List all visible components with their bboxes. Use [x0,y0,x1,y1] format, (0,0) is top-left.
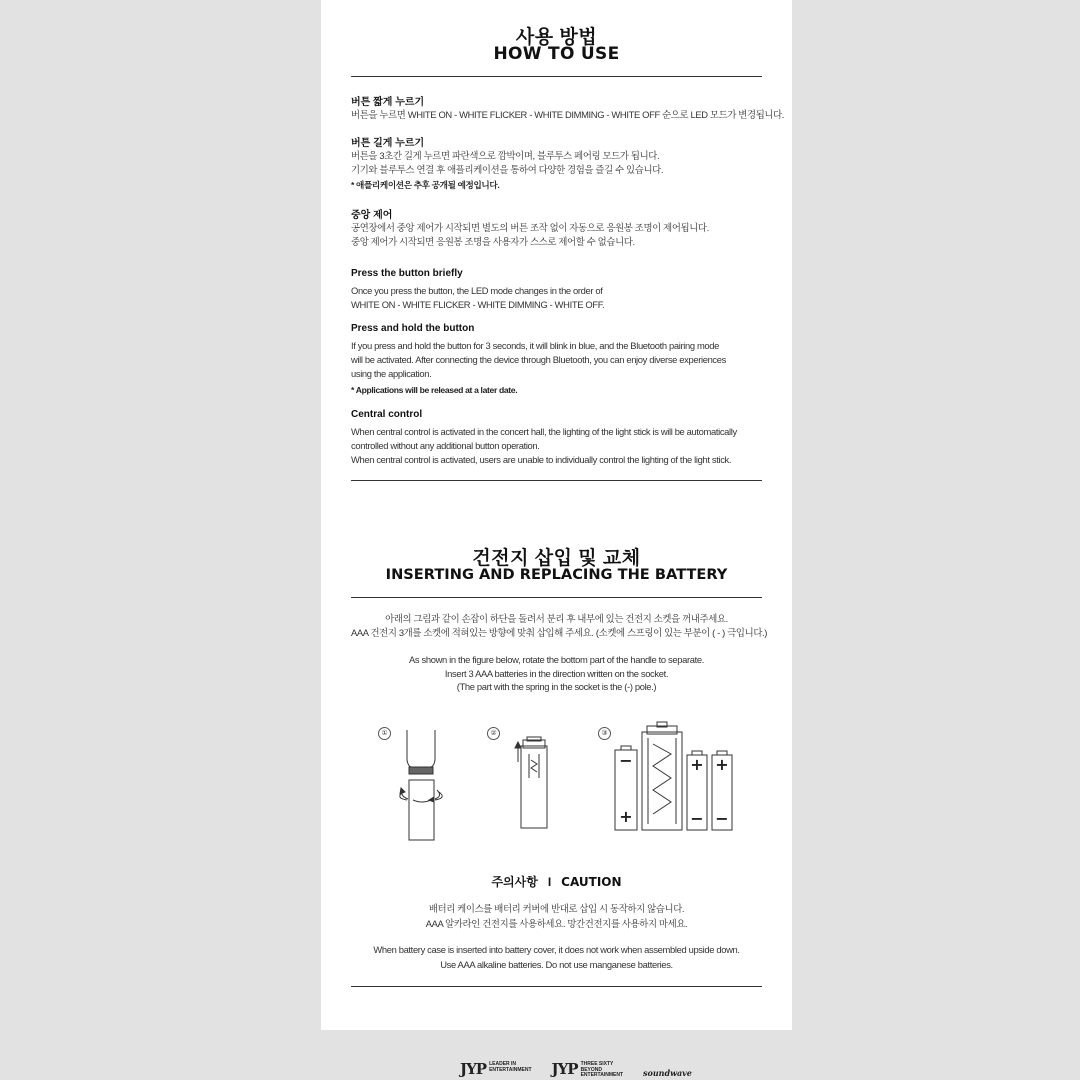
jyp-logo [460,1062,532,1077]
ko-long-press-note: * 애플리케이션은 추후 공개될 예정입니다. [351,180,500,190]
battery-right-plus: + [715,755,729,774]
jyp-logo-mark: JYP [460,1060,487,1078]
ko-central-line: 공연장에서 중앙 제어가 시작되면 별도의 버튼 조작 없이 자동으로 응원봉 조명이 제어됩니다. [351,222,709,233]
socket-figure [521,737,547,828]
jyp-360-logo-mark: JYP [551,1060,578,1078]
ko-long-press-line: 기기와 블루투스 연결 후 애플리케이션을 통하여 다양한 경험을 즐길 수 있습니다. [351,164,664,175]
battery-en-line: As shown in the figure below, rotate the bottom part of the handle to separate. [409,654,704,665]
ko-long-press-line: 버튼을 3초간 길게 누르면 파란색으로 깜박이며, 블루투스 페어링 모드가 됩니다. [351,150,660,161]
ko-short-press-line: 버튼을 누르면 WHITE ON - WHITE FLICKER - WHITE DIMMING - WHITE OFF 순으로 LED 모드가 변경됩니다. [351,109,785,120]
step-3-marker: ③ [598,727,611,740]
ko-central-line: 중앙 제어가 시작되면 응원봉 조명을 사용자가 스스로 제어할 수 없습니다. [351,236,635,247]
jyp-logo-text: LEADER IN ENTERTAINMENT [489,1061,532,1073]
step-2-marker: ② [487,727,500,740]
en-long-press-line: will be activated. After connecting the device through Bluetooth, you can enjoy diverse experiences [351,354,726,365]
battery-left-plus: + [619,807,633,826]
battery-title-en: INSERTING AND REPLACING THE BATTERY [385,566,728,583]
en-central-heading: Central control [351,409,423,420]
sheet-content [351,0,785,1030]
en-central-line: controlled without any additional button operation. [351,440,540,451]
battery-title-ko: 건전지 삽입 및 교체 [472,548,641,569]
how-to-use-title-ko: 사용 방법 [515,27,598,48]
en-short-press-line: Once you press the button, the LED mode changes in the order of [351,285,603,296]
caution-ko-line: 배터리 케이스를 배터리 커버에 반대로 삽입 시 동작하지 않습니다. [428,903,685,914]
ko-short-press-heading: 버튼 짧게 누르기 [351,97,425,108]
en-long-press-line: If you press and hold the button for 3 seconds, it will blink in blue, and the Bluetooth pairing mode [351,340,720,351]
battery-illustration [351,720,762,845]
caution-title [351,873,762,890]
divider [351,986,762,987]
divider [351,480,762,481]
caution-title-en: CAUTION [561,875,622,889]
battery-left-minus: − [619,751,633,770]
en-long-press-note: * Applications will be released at a later date. [351,385,518,395]
step-1-marker: ① [378,727,391,740]
caution-separator: I [547,875,552,889]
battery-en-line: Insert 3 AAA batteries in the direction written on the socket. [444,668,669,679]
instruction-sheet [321,0,792,1030]
how-to-use-title-en: HOW TO USE [493,44,620,64]
jyp-360-logo [552,1062,624,1079]
battery-middle-minus: − [690,809,704,828]
en-central-line: When central control is activated, users are unable to individually control the lighting of the light stick. [351,454,732,465]
ko-central-heading: 중앙 제어 [351,210,393,221]
en-short-press-line: WHITE ON - WHITE FLICKER - WHITE DIMMING - WHITE OFF. [351,299,605,310]
socket-open-figure [642,722,682,830]
pull-up-arrow-icon [515,742,521,762]
battery-ko-line: AAA 건전지 3개를 소켓에 적혀있는 방향에 맞춰 삽입해 주세요. (소켓에 스프링이 있는 부분이 ( - ) 극입니다.) [351,627,768,638]
caution-en-line: Use AAA alkaline batteries. Do not use manganese batteries. [440,959,673,970]
rotate-arrow-icon [400,788,442,802]
battery-right-minus: − [715,809,729,828]
ko-long-press-heading: 버튼 길게 누르기 [351,138,425,149]
caution-ko-line: AAA 알카라인 건전지를 사용하세요. 망간건전지를 사용하지 마세요. [425,918,688,929]
battery-middle-plus: + [690,755,704,774]
rotate-handle-figure [402,730,440,840]
divider [351,597,762,598]
caution-title-ko: 주의사항 [491,875,538,889]
battery-ko-line: 아래의 그림과 같이 손잡이 하단을 돌려서 분리 후 내부에 있는 건전지 소켓을 꺼내주세요. [385,613,728,624]
soundwave-logo: soundwave [643,1068,692,1078]
jyp-360-logo-text: THREE SIXTY BEYOND ENTERTAINMENT [580,1061,623,1078]
en-central-line: When central control is activated in the concert hall, the lighting of the light stick is will be automatically [351,426,737,437]
caution-en-line: When battery case is inserted into battery cover, it does not work when assembled upside down. [373,944,740,955]
en-long-press-heading: Press and hold the button [351,323,475,334]
divider [351,76,762,77]
battery-en-line: (The part with the spring in the socket is the (-) pole.) [456,681,657,692]
footer-logos [460,1062,692,1080]
en-short-press-heading: Press the button briefly [351,268,463,279]
en-long-press-line: using the application. [351,368,432,379]
